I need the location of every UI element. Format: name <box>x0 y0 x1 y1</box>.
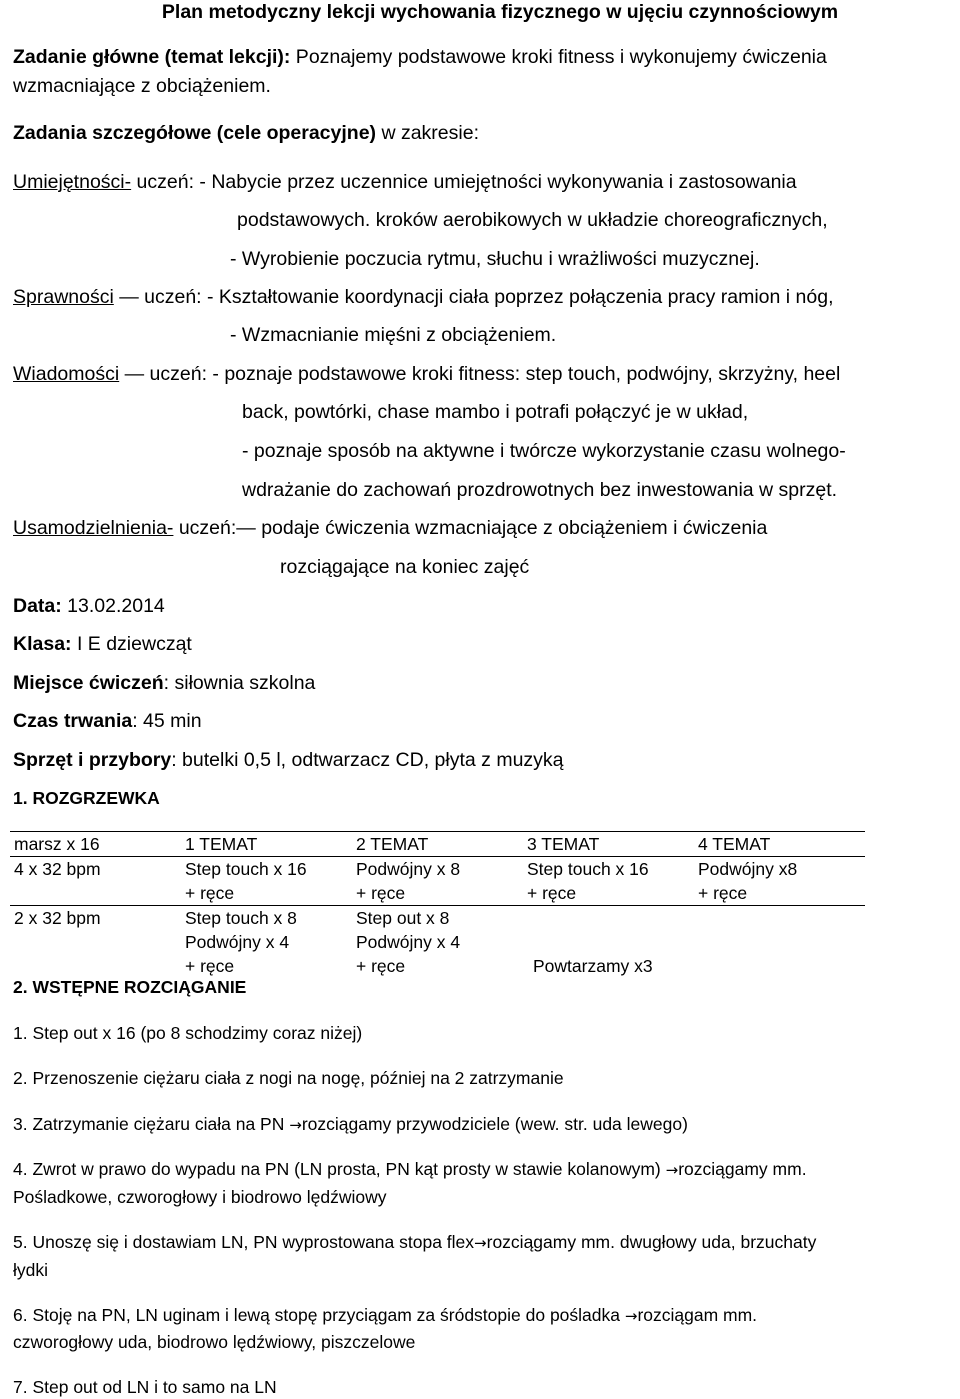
cell-line: + ręce <box>698 883 748 903</box>
main-task-text: Poznajemy podstawowe kroki fitness i wykonujemy ćwiczenia <box>290 46 827 68</box>
cell-line: Step out x 8 <box>356 908 450 928</box>
step-text: rozciągamy mm. <box>678 1159 807 1179</box>
table-cell: 2 TEMAT <box>352 832 523 857</box>
meta-place <box>13 671 315 695</box>
table-cell: 4 TEMAT <box>694 832 865 857</box>
table-cell <box>352 857 523 906</box>
table-cell: marsz x 16 <box>10 832 181 857</box>
table-cell <box>352 906 523 979</box>
cell-line: Podwójny x8 <box>698 859 798 879</box>
main-task-line-2: wzmacniające z obciążeniem. <box>13 75 271 97</box>
step-text: 3. Zatrzymanie ciężaru ciała na PN <box>13 1114 290 1134</box>
detailed-tasks-label: Zadania szczegółowe (cele operacyjne) <box>13 122 377 144</box>
right-arrow-icon: → <box>624 1307 638 1325</box>
skills-line-3: - Wyrobienie poczucia rytmu, słuchu i wrażliwości muzycznej. <box>230 248 760 270</box>
cell-line: 4 x 32 bpm <box>14 859 101 879</box>
step-text: rozciągamy przywodziciele (wew. str. uda lewego) <box>301 1114 688 1134</box>
knowledge-line-2: back, powtórki, chase mambo i potrafi połączyć je w układ, <box>242 401 749 423</box>
step-4 <box>13 1158 807 1181</box>
table-cell <box>10 857 181 906</box>
right-arrow-icon: → <box>289 1116 302 1134</box>
step-6-cont: czworogłowy uda, biodrowo lędźwiowy, piszczelowe <box>13 1332 416 1352</box>
table-header-row <box>10 832 865 857</box>
skills-label: Umiejętności- <box>13 171 132 193</box>
cell-line: 2 x 32 bpm <box>14 908 101 928</box>
abilities-label: Sprawności <box>13 286 114 308</box>
detailed-tasks-line <box>13 121 479 145</box>
step-text: 6. Stoję na PN, LN uginam i lewą stopę przyciągam za śródstopie do pośladka <box>13 1305 625 1325</box>
step-3 <box>13 1113 688 1136</box>
independence-line-2: rozciągające na koniec zajęć <box>280 556 530 578</box>
meta-equipment-label: Sprzęt i przybory <box>13 749 172 771</box>
table-cell <box>181 906 352 979</box>
right-arrow-icon: → <box>665 1161 679 1179</box>
step-text: 4. Zwrot w prawo do wypadu na PN (LN prosta, PN kąt prosty w stawie kolanowym) <box>13 1159 666 1179</box>
warmup-table <box>10 831 865 978</box>
detailed-tasks-suffix: w zakresie: <box>376 122 479 144</box>
stretch-heading: 2. WSTĘPNE ROZCIĄGANIE <box>13 977 247 997</box>
knowledge-line-4: wdrażanie do zachowań prozdrowotnych bez inwestowania w sprzęt. <box>242 479 838 501</box>
independence-text-1: uczeń:— podaje ćwiczenia wzmacniające z obciążeniem i ćwiczenia <box>173 517 768 539</box>
step-text: 5. Unoszę się i dostawiam LN, PN wyprostowana stopa flex <box>13 1232 475 1252</box>
knowledge-text-1: — uczeń: - poznaje podstawowe kroki fitness: step touch, podwójny, skrzyżny, heel <box>119 363 841 385</box>
meta-equipment-value: : butelki 0,5 l, odtwarzacz CD, płyta z muzyką <box>171 749 564 771</box>
cell-line: Powtarzamy x3 <box>533 956 653 976</box>
abilities-line-1 <box>13 285 834 309</box>
skills-text-1: uczeń: - Nabycie przez uczennice umiejętności wykonywania i zastosowania <box>131 171 797 193</box>
step-2: 2. Przenoszenie ciężaru ciała z nogi na nogę, później na 2 zatrzymanie <box>13 1068 564 1088</box>
skills-line-1 <box>13 170 797 194</box>
cell-line: Podwójny x 4 <box>185 932 290 952</box>
table-cell <box>694 857 865 906</box>
abilities-text-1: — uczeń: - Kształtowanie koordynacji ciała poprzez połączenia pracy ramion i nóg, <box>113 286 834 308</box>
meta-place-label: Miejsce ćwiczeń <box>13 672 164 694</box>
document-title: Plan metodyczny lekcji wychowania fizycznego w ujęciu czynnościowym <box>161 1 839 23</box>
main-task-label: Zadanie główne (temat lekcji): <box>13 46 291 68</box>
cell-line: Podwójny x 8 <box>356 859 461 879</box>
independence-line-1 <box>13 516 767 540</box>
independence-label: Usamodzielnienia- <box>13 517 174 539</box>
step-text: rozciągam mm. <box>637 1305 758 1325</box>
main-task-line <box>13 45 827 69</box>
meta-class-label: Klasa: <box>13 633 72 655</box>
step-5-cont: łydki <box>13 1260 49 1280</box>
cell-line: + ręce <box>356 883 406 903</box>
cell-line: Podwójny x 4 <box>356 932 461 952</box>
knowledge-line-1 <box>13 362 840 386</box>
meta-duration-label: Czas trwania <box>13 710 133 732</box>
cell-line: + ręce <box>527 883 577 903</box>
table-cell <box>181 857 352 906</box>
meta-duration-value: : 45 min <box>132 710 202 732</box>
table-cell <box>10 906 181 979</box>
table-cell <box>523 857 694 906</box>
step-1: 1. Step out x 16 (po 8 schodzimy coraz niżej) <box>13 1023 363 1043</box>
meta-class <box>13 632 192 656</box>
meta-date-label: Data: <box>13 595 62 617</box>
cell-line: Step touch x 16 <box>527 859 649 879</box>
meta-date <box>13 594 165 618</box>
knowledge-label: Wiadomości <box>13 363 120 385</box>
table-cell: 3 TEMAT <box>523 832 694 857</box>
table-cell <box>694 906 865 979</box>
step-5 <box>13 1231 816 1254</box>
table-row <box>10 906 865 979</box>
warmup-heading: 1. ROZGRZEWKA <box>13 788 160 808</box>
table-cell: 1 TEMAT <box>181 832 352 857</box>
meta-equipment <box>13 748 564 772</box>
step-7: 7. Step out od LN i to samo na LN <box>13 1377 277 1397</box>
meta-date-value: 13.02.2014 <box>61 595 165 617</box>
knowledge-line-3: - poznaje sposób na aktywne i twórcze wykorzystanie czasu wolnego- <box>242 440 846 462</box>
meta-duration <box>13 709 202 733</box>
cell-line: + ręce <box>356 956 406 976</box>
step-text: rozciągamy mm. dwugłowy uda, brzuchaty <box>486 1232 817 1252</box>
skills-line-2: podstawowych. kroków aerobikowych w układzie choreograficznych, <box>237 209 828 231</box>
cell-line: Step touch x 16 <box>185 859 307 879</box>
cell-line: Step touch x 8 <box>185 908 297 928</box>
step-6 <box>13 1304 757 1327</box>
cell-line: + ręce <box>185 956 235 976</box>
right-arrow-icon: → <box>474 1234 487 1252</box>
abilities-line-2: - Wzmacnianie mięśni z obciążeniem. <box>230 324 557 346</box>
cell-line: + ręce <box>185 883 235 903</box>
table-cell <box>523 906 694 979</box>
meta-place-value: : siłownia szkolna <box>163 672 316 694</box>
step-4-cont: Pośladkowe, czworogłowy i biodrowo lędźwiowy <box>13 1187 387 1207</box>
meta-class-value: I E dziewcząt <box>71 633 192 655</box>
table-row <box>10 857 865 906</box>
